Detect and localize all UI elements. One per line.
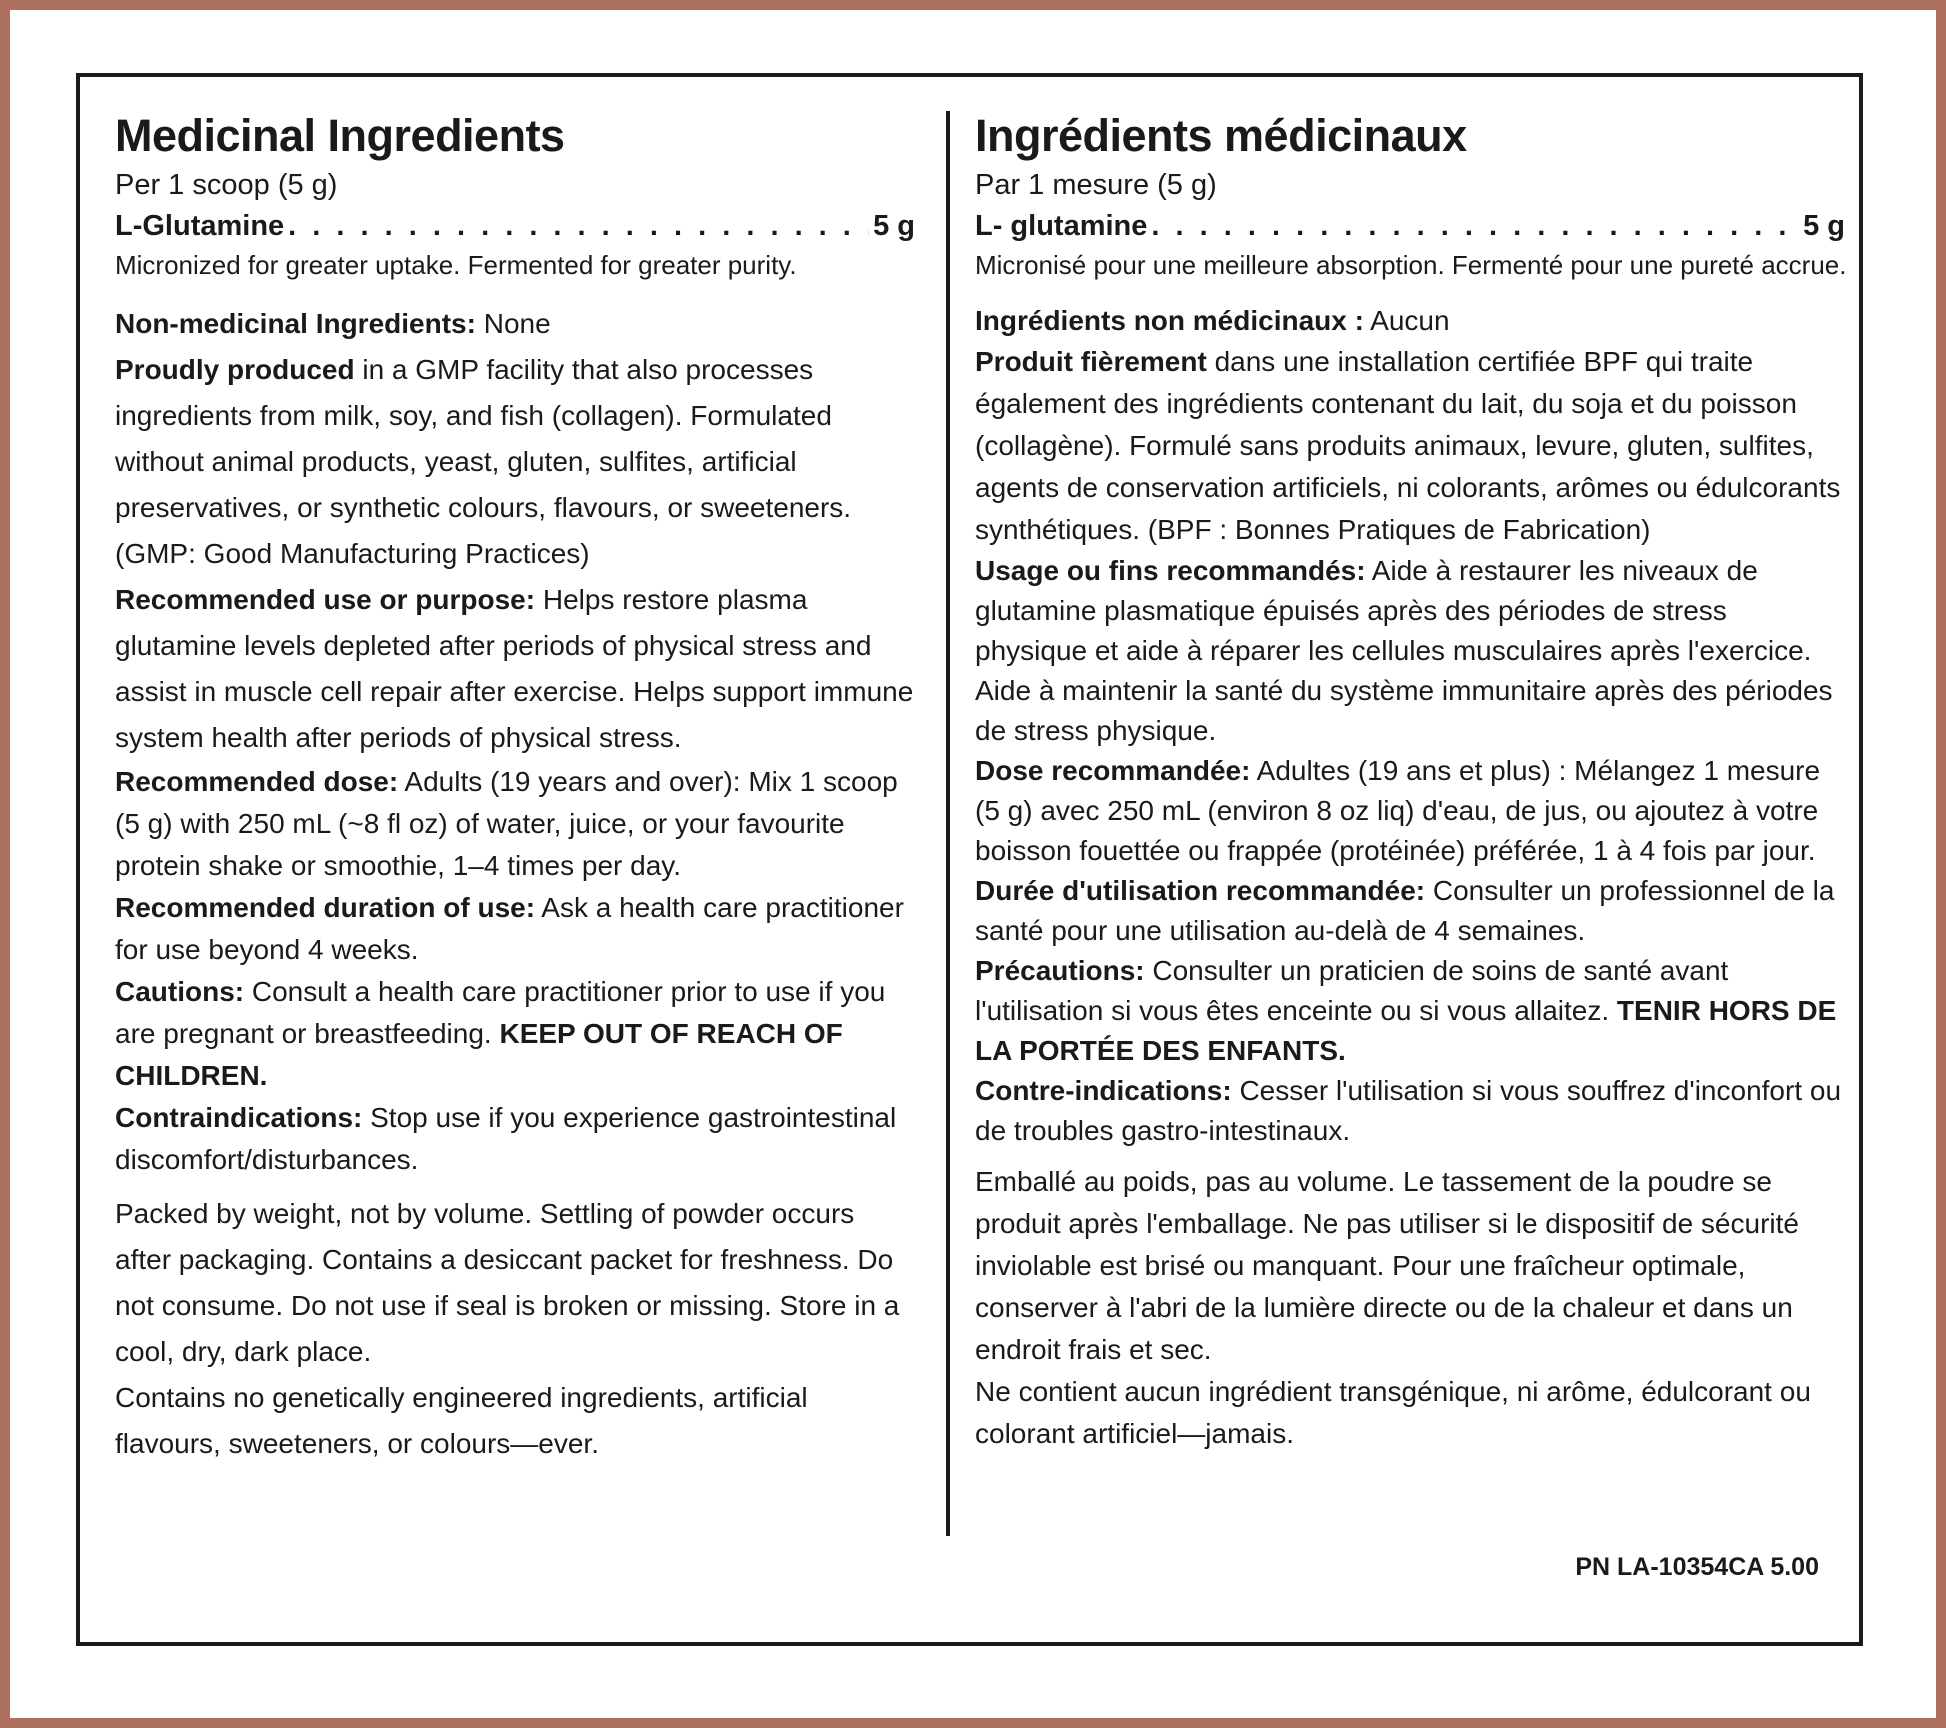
english-duration-label: Recommended duration of use:: [115, 892, 536, 923]
english-contra-label: Contraindications:: [115, 1102, 363, 1133]
english-dose-text: Adults (19 years and over): Mix 1 scoop (5 g) with 250 mL (~8 fl oz) of water, juice, or your favourite protein shake or smoothie, 1–4 times per day.: [115, 766, 898, 881]
french-cautions-text: Consulter un praticien de soins de santé avant l'utilisation si vous êtes enceinte ou si vous allaitez.: [975, 955, 1729, 1026]
french-nonmedicinal-text: Aucun: [1363, 305, 1450, 336]
english-cautions-label: Cautions:: [115, 976, 245, 1007]
french-serving-size: Par 1 mesure (5 g): [975, 169, 1217, 201]
english-nonmedicinal-label: Non-medicinal Ingredients:: [115, 308, 476, 339]
french-use-label: Usage ou fins recommandés:: [975, 555, 1366, 586]
french-cautions-label: Précautions:: [975, 955, 1145, 986]
english-column: [115, 107, 915, 1467]
french-ingredient-row: [975, 205, 1845, 247]
french-duration-text: Consulter un professionnel de la santé pour une utilisation au-delà de 4 semaines.: [975, 875, 1835, 946]
french-recommended-use: [975, 551, 1845, 751]
french-duration-label: Durée d'utilisation recommandée:: [975, 875, 1426, 906]
english-use-text: Helps restore plasma glutamine levels depleted after periods of physical stress and assist in muscle cell repair after exercise. Helps support immune system health after periods of physical stress.: [115, 584, 914, 753]
english-recommended-use: [115, 577, 915, 761]
english-ingredient-note: Micronized for greater uptake. Fermented for greater purity.: [115, 250, 797, 280]
english-ingredient-amount: 5 g: [873, 210, 915, 242]
english-recommended-dose: [115, 761, 915, 887]
english-produced-label: Proudly produced: [115, 354, 355, 385]
french-ingredient-name: L- glutamine: [975, 210, 1148, 242]
french-cautions: [975, 951, 1845, 1071]
english-cautions: [115, 971, 915, 1097]
english-contraindications: [115, 1097, 915, 1181]
french-produced-label: Produit fièrement: [975, 346, 1207, 377]
english-nonmedicinal-text: None: [475, 308, 551, 339]
french-packing-note: Emballé au poids, pas au volume. Le tassement de la poudre se produit après l'emballage. Ne pas utiliser si le dispositif de sécurité inviolable est brisé ou manquant. Pour une fraîcheur optimale, conserver à l'abri de la lumière directe ou de la chaleur et dans un endroit frais et sec.: [975, 1166, 1799, 1365]
french-gmo-note: Ne contient aucun ingrédient transgénique, ni arôme, édulcorant ou colorant artificiel—jamais.: [975, 1376, 1811, 1449]
french-produced: [975, 341, 1845, 551]
french-title: Ingrédients médicinaux: [975, 110, 1467, 161]
french-column: [975, 107, 1845, 1455]
english-contra-text: Stop use if you experience gastrointestinal discomfort/disturbances.: [115, 1102, 897, 1175]
french-contraindications: [975, 1071, 1845, 1151]
french-ingredient-amount: 5 g: [1803, 210, 1845, 242]
english-title: Medicinal Ingredients: [115, 110, 565, 161]
english-gmo-note: Contains no genetically engineered ingredients, artificial flavours, sweeteners, or colours—ever.: [115, 1382, 808, 1459]
english-cautions-warning: KEEP OUT OF REACH OF CHILDREN.: [115, 1018, 843, 1091]
french-produced-text: dans une installation certifiée BPF qui traite également des ingrédients contenant du lait, du soja et du poisson (collagène). Formulé sans produits animaux, levure, gluten, sulfites, agents de conservation artificiels, ni colorants, arômes ou édulcorants synthétiques. (BPF : Bonnes Pratiques de Fabrication): [975, 346, 1841, 545]
french-dose-label: Dose recommandée:: [975, 755, 1251, 786]
english-duration: [115, 887, 915, 971]
part-number: PN LA-10354CA 5.00: [1575, 1553, 1819, 1581]
english-cautions-text: Consult a health care practitioner prior to use if you are pregnant or breastfeeding.: [115, 976, 886, 1049]
french-cautions-warning: TENIR HORS DE LA PORTÉE DES ENFANTS.: [975, 995, 1837, 1066]
leader-dots: [1151, 205, 1799, 247]
column-divider: [946, 111, 950, 1536]
french-dose-text: Adultes (19 ans et plus) : Mélangez 1 mesure (5 g) avec 250 mL (environ 8 oz liq) d'eau, de jus, ou ajoutez à votre boisson fouettée ou frappée (protéinée) préférée, 1 à 4 fois par jour.: [975, 755, 1821, 866]
label-canvas: [10, 10, 1936, 1718]
leader-dots: [288, 205, 869, 247]
french-duration: [975, 871, 1845, 951]
english-ingredient-row: [115, 205, 915, 247]
english-produced: [115, 347, 915, 577]
french-contra-label: Contre-indications:: [975, 1075, 1232, 1106]
french-contra-text: Cesser l'utilisation si vous souffrez d'inconfort ou de troubles gastro-intestinaux.: [975, 1075, 1842, 1146]
french-recommended-dose: [975, 751, 1845, 871]
english-use-label: Recommended use or purpose:: [115, 584, 536, 615]
english-ingredient-name: L-Glutamine: [115, 210, 285, 242]
label-frame: [76, 73, 1863, 1646]
french-ingredient-note: Micronisé pour une meilleure absorption. Fermenté pour une pureté accrue.: [975, 250, 1847, 280]
french-nonmedicinal: [975, 301, 1845, 341]
english-duration-text: Ask a health care practitioner for use beyond 4 weeks.: [115, 892, 904, 965]
english-produced-text: in a GMP facility that also processes ingredients from milk, soy, and fish (collagen). Formulated without animal products, yeast, gluten, sulfites, artificial preservatives, or synthetic colours, flavours, or sweeteners. (GMP: Good Manufacturing Practices): [115, 354, 852, 569]
french-use-text: Aide à restaurer les niveaux de glutamine plasmatique épuisés après des périodes de stress physique et aide à réparer les cellules musculaires après l'exercice. Aide à maintenir la santé du système immunitaire après des périodes de stress physique.: [975, 555, 1833, 746]
english-nonmedicinal: [115, 301, 915, 347]
english-dose-label: Recommended dose:: [115, 766, 399, 797]
french-nonmedicinal-label: Ingrédients non médicinaux :: [975, 305, 1364, 336]
english-serving-size: Per 1 scoop (5 g): [115, 169, 338, 201]
english-packing-note: Packed by weight, not by volume. Settling of powder occurs after packaging. Contains a desiccant packet for freshness. Do not consume. Do not use if seal is broken or missing. Store in a cool, dry, dark place.: [115, 1198, 900, 1367]
